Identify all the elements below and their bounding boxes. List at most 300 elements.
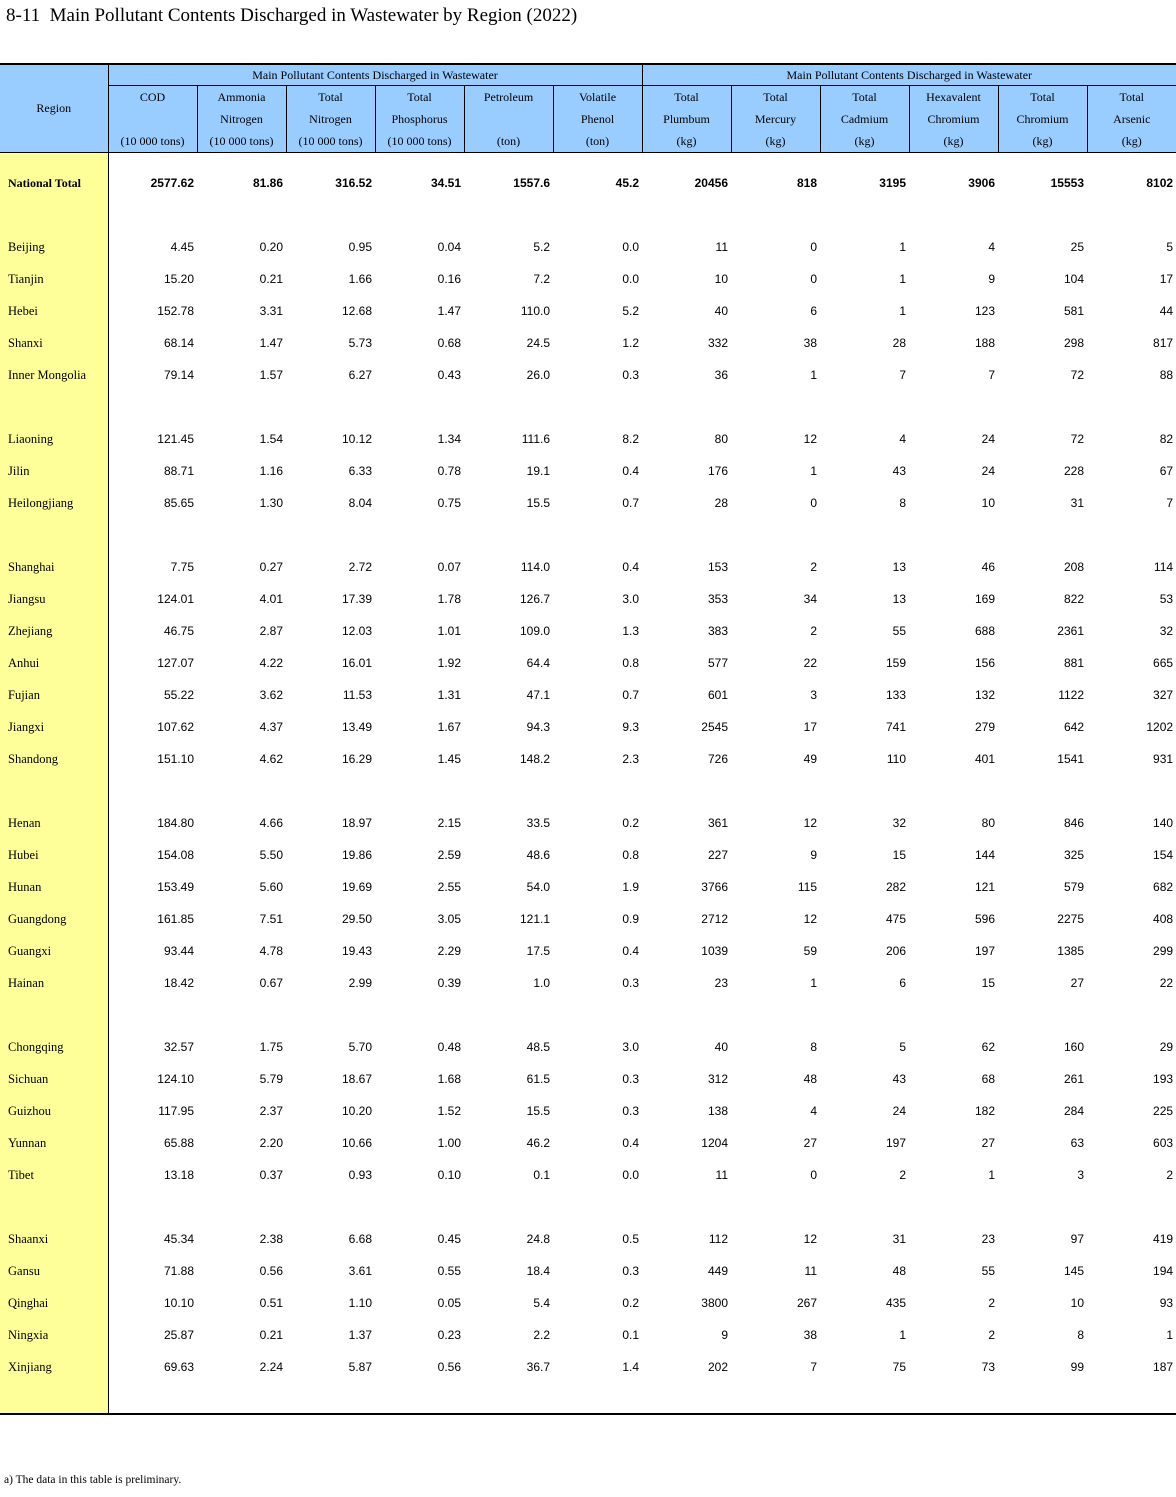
region-cell: Shanghai	[0, 551, 108, 583]
value-cell: 8.2	[622, 432, 639, 446]
value-cell: 5.87	[348, 1360, 372, 1374]
value-cell: 22	[803, 656, 817, 670]
value-cell: 4.37	[259, 720, 283, 734]
value-cell: 45.2	[615, 176, 639, 190]
value-cell: 29.50	[341, 912, 372, 926]
value-cell: 3.05	[437, 912, 461, 926]
value-cell: 114.0	[520, 560, 550, 574]
spacer-row	[0, 1383, 1176, 1414]
value-cell: 55	[981, 1264, 995, 1278]
value-cell: 73	[981, 1360, 995, 1374]
table-row	[0, 231, 1176, 263]
value-cell: 43	[892, 464, 906, 478]
value-cell: 2.3	[622, 752, 639, 766]
region-cell: Hunan	[0, 871, 108, 903]
value-cell: 16.29	[341, 752, 372, 766]
value-cell: 1.31	[437, 688, 461, 702]
value-cell: 9	[988, 272, 995, 286]
value-cell: 80	[981, 816, 995, 830]
value-cell: 32	[1159, 624, 1174, 638]
group-header-right: Main Pollutant Contents Discharged in Wastewater	[642, 64, 1176, 86]
value-cell: 154	[1153, 848, 1174, 862]
value-cell: 0.56	[259, 1264, 283, 1278]
value-cell: 12.68	[341, 304, 372, 318]
value-cell: 63	[1070, 1136, 1084, 1150]
value-cell: 0.45	[437, 1232, 461, 1246]
value-cell: 0.1	[622, 1328, 639, 1342]
value-cell: 846	[1063, 816, 1084, 830]
column-label: Nitrogen	[309, 112, 352, 126]
table-row	[0, 295, 1176, 327]
value-cell: 1.75	[259, 1040, 283, 1054]
region-cell: Hebei	[0, 295, 108, 327]
table-row	[0, 903, 1176, 935]
column-unit: (10 000 tons)	[298, 134, 363, 148]
value-cell: 1	[988, 1168, 995, 1182]
value-cell: 449	[707, 1264, 728, 1278]
value-cell: 2275	[1057, 912, 1084, 926]
value-cell: 71.88	[163, 1264, 194, 1278]
region-cell: Beijing	[0, 231, 108, 263]
value-cell: 0.78	[437, 464, 461, 478]
value-cell: 284	[1063, 1104, 1084, 1118]
value-cell: 18.4	[526, 1264, 550, 1278]
region-cell	[0, 1191, 108, 1223]
column-unit: (10 000 tons)	[387, 134, 452, 148]
region-cell: Gansu	[0, 1255, 108, 1287]
value-cell: 419	[1153, 1232, 1174, 1246]
value-cell: 13	[892, 592, 906, 606]
value-cell: 0.21	[259, 272, 283, 286]
value-cell: 182	[974, 1104, 995, 1118]
column-label: Volatile	[578, 90, 617, 104]
value-cell: 227	[707, 848, 728, 862]
value-cell: 0.04	[437, 240, 461, 254]
value-cell: 123	[974, 304, 995, 318]
value-cell: 9	[721, 1328, 728, 1342]
value-cell: 2.37	[259, 1104, 283, 1118]
value-cell: 148.2	[519, 752, 550, 766]
spacer-cell	[108, 153, 1176, 168]
value-cell: 5	[899, 1040, 906, 1054]
spacer-cell	[108, 999, 1176, 1031]
region-cell: Heilongjiang	[0, 487, 108, 519]
value-cell: 55	[892, 624, 906, 638]
value-cell: 1.67	[437, 720, 461, 734]
value-cell: 1.4	[622, 1360, 639, 1374]
value-cell: 110.0	[520, 304, 550, 318]
value-cell: 19.69	[341, 880, 372, 894]
table-row	[0, 1095, 1176, 1127]
value-cell: 361	[707, 816, 728, 830]
table-row	[0, 263, 1176, 295]
value-cell: 1.30	[259, 496, 283, 510]
value-cell: 0.20	[259, 240, 283, 254]
value-cell: 1.68	[437, 1072, 461, 1086]
table-row	[0, 615, 1176, 647]
value-cell: 28	[892, 336, 906, 350]
region-cell: Ningxia	[0, 1319, 108, 1351]
table-row	[0, 647, 1176, 679]
value-cell: 17.39	[341, 592, 372, 606]
value-cell: 327	[1153, 688, 1174, 702]
region-cell	[0, 153, 108, 168]
value-cell: 55.22	[163, 688, 194, 702]
value-cell: 27	[803, 1136, 817, 1150]
value-cell: 665	[1153, 656, 1174, 670]
value-cell: 7.75	[170, 560, 194, 574]
value-cell: 112	[708, 1232, 728, 1246]
value-cell: 151.10	[157, 752, 194, 766]
value-cell: 62	[981, 1040, 995, 1054]
value-cell: 7	[810, 1360, 817, 1374]
value-cell: 3.0	[622, 1040, 639, 1054]
value-cell: 0	[810, 496, 817, 510]
value-cell: 88	[1159, 368, 1174, 382]
table-row	[0, 167, 1176, 199]
value-cell: 1.47	[259, 336, 283, 350]
value-cell: 0.1	[533, 1168, 550, 1182]
value-cell: 49	[803, 752, 817, 766]
value-cell: 44	[1159, 304, 1174, 318]
value-cell: 48.5	[526, 1040, 550, 1054]
value-cell: 32.57	[163, 1040, 194, 1054]
column-label: Total	[1030, 90, 1055, 104]
table-row	[0, 551, 1176, 583]
region-cell: National Total	[0, 167, 108, 199]
value-cell: 3195	[879, 176, 906, 190]
value-cell: 0.2	[622, 1296, 639, 1310]
value-cell: 2545	[701, 720, 728, 734]
value-cell: 5.60	[259, 880, 283, 894]
region-cell: Zhejiang	[0, 615, 108, 647]
column-label	[465, 108, 553, 130]
column-unit: (kg)	[854, 134, 875, 148]
value-cell: 1.37	[348, 1328, 372, 1342]
value-cell: 0.7	[622, 496, 639, 510]
value-cell: 0.55	[437, 1264, 461, 1278]
column-header	[642, 86, 731, 153]
value-cell: 2.87	[259, 624, 283, 638]
value-cell: 0.3	[622, 368, 639, 382]
value-cell: 475	[885, 912, 906, 926]
value-cell: 11	[715, 1168, 728, 1182]
column-label: Total	[1119, 90, 1145, 104]
value-cell: 3.61	[348, 1264, 372, 1278]
value-cell: 64.4	[526, 656, 550, 670]
region-cell: Xinjiang	[0, 1351, 108, 1383]
value-cell: 1385	[1057, 944, 1084, 958]
value-cell: 16.01	[341, 656, 372, 670]
value-cell: 225	[1153, 1104, 1174, 1118]
value-cell: 4.45	[170, 240, 194, 254]
value-cell: 124.10	[157, 1072, 194, 1086]
table-row	[0, 1159, 1176, 1191]
value-cell: 46	[981, 560, 995, 574]
value-cell: 2577.62	[150, 176, 194, 190]
value-cell: 72	[1070, 368, 1084, 382]
value-cell: 188	[974, 336, 995, 350]
value-cell: 15.5	[526, 1104, 550, 1118]
value-cell: 184.80	[157, 816, 194, 830]
value-cell: 1.34	[437, 432, 461, 446]
value-cell: 1202	[1146, 720, 1174, 734]
spacer-cell	[108, 1191, 1176, 1223]
column-header	[553, 86, 642, 153]
value-cell: 1.45	[437, 752, 461, 766]
value-cell: 3766	[701, 880, 728, 894]
value-cell: 154.08	[157, 848, 194, 862]
table-row	[0, 1287, 1176, 1319]
value-cell: 0.16	[437, 272, 461, 286]
column-label: Ammonia	[217, 90, 266, 104]
column-unit: (10 000 tons)	[120, 134, 185, 148]
value-cell: 577	[707, 656, 728, 670]
value-cell: 153.49	[157, 880, 194, 894]
value-cell: 6	[899, 976, 906, 990]
region-cell	[0, 199, 108, 231]
value-cell: 6.33	[348, 464, 372, 478]
value-cell: 383	[707, 624, 728, 638]
value-cell: 5.2	[533, 240, 550, 254]
value-cell: 682	[1153, 880, 1174, 894]
value-cell: 2361	[1057, 624, 1084, 638]
table-row	[0, 935, 1176, 967]
value-cell: 9.3	[622, 720, 639, 734]
value-cell: 2	[988, 1328, 995, 1342]
value-cell: 111.6	[521, 432, 550, 446]
region-column-header: Region	[0, 64, 108, 153]
value-cell: 0.2	[622, 816, 639, 830]
region-cell: Chongqing	[0, 1031, 108, 1063]
value-cell: 741	[885, 720, 906, 734]
value-cell: 408	[1153, 912, 1174, 926]
value-cell: 32	[892, 816, 906, 830]
value-cell: 88.71	[163, 464, 194, 478]
spacer-cell	[108, 199, 1176, 231]
table-row	[0, 1063, 1176, 1095]
spacer-cell	[108, 775, 1176, 807]
value-cell: 18.97	[341, 816, 372, 830]
value-cell: 0.7	[622, 688, 639, 702]
value-cell: 1.3	[622, 624, 639, 638]
value-cell: 15.20	[163, 272, 194, 286]
value-cell: 45.34	[163, 1232, 194, 1246]
table-row	[0, 487, 1176, 519]
value-cell: 3.0	[622, 592, 639, 606]
column-label	[109, 108, 197, 130]
table-row	[0, 967, 1176, 999]
value-cell: 2.20	[259, 1136, 283, 1150]
value-cell: 818	[796, 176, 817, 190]
value-cell: 267	[796, 1296, 817, 1310]
value-cell: 121.1	[519, 912, 550, 926]
region-cell: Anhui	[0, 647, 108, 679]
region-cell	[0, 775, 108, 807]
region-cell: Jilin	[0, 455, 108, 487]
column-unit: (10 000 tons)	[209, 134, 274, 148]
value-cell: 47.1	[526, 688, 550, 702]
value-cell: 261	[1063, 1072, 1084, 1086]
column-header	[731, 86, 820, 153]
value-cell: 3.62	[259, 688, 283, 702]
value-cell: 99	[1070, 1360, 1084, 1374]
value-cell: 40	[714, 1040, 728, 1054]
region-cell: Qinghai	[0, 1287, 108, 1319]
column-label: Chromium	[1016, 112, 1069, 126]
value-cell: 10.12	[341, 432, 372, 446]
value-cell: 13.49	[341, 720, 372, 734]
value-cell: 0.4	[622, 1136, 639, 1150]
value-cell: 7.51	[259, 912, 283, 926]
value-cell: 17	[803, 720, 817, 734]
pollutant-table	[0, 63, 1176, 1415]
region-cell: Yunnan	[0, 1127, 108, 1159]
value-cell: 11	[804, 1264, 817, 1278]
value-cell: 0.48	[437, 1040, 461, 1054]
value-cell: 8	[1077, 1328, 1084, 1342]
value-cell: 817	[1153, 336, 1174, 350]
table-row	[0, 327, 1176, 359]
spacer-row	[0, 519, 1176, 551]
value-cell: 2712	[701, 912, 728, 926]
value-cell: 325	[1063, 848, 1084, 862]
value-cell: 29	[1159, 1040, 1174, 1054]
table-row	[0, 1223, 1176, 1255]
value-cell: 279	[974, 720, 995, 734]
value-cell: 0.3	[622, 1104, 639, 1118]
value-cell: 68.14	[163, 336, 194, 350]
value-cell: 4	[899, 432, 906, 446]
region-cell: Guizhou	[0, 1095, 108, 1127]
value-cell: 59	[803, 944, 817, 958]
value-cell: 726	[707, 752, 728, 766]
value-cell: 153	[707, 560, 728, 574]
value-cell: 46.2	[526, 1136, 550, 1150]
value-cell: 1	[899, 240, 906, 254]
value-cell: 36	[714, 368, 728, 382]
region-cell	[0, 519, 108, 551]
value-cell: 10.66	[341, 1136, 372, 1150]
value-cell: 0.8	[622, 848, 639, 862]
table-row	[0, 871, 1176, 903]
value-cell: 0.9	[622, 912, 639, 926]
value-cell: 0.93	[348, 1168, 372, 1182]
value-cell: 80	[714, 432, 728, 446]
column-header	[1087, 86, 1176, 153]
value-cell: 642	[1063, 720, 1084, 734]
table-row	[0, 839, 1176, 871]
value-cell: 1.54	[259, 432, 283, 446]
value-cell: 36.7	[526, 1360, 550, 1374]
region-cell: Guangdong	[0, 903, 108, 935]
value-cell: 8102	[1146, 176, 1174, 190]
column-header	[820, 86, 909, 153]
table-row	[0, 455, 1176, 487]
column-header	[197, 86, 286, 153]
value-cell: 282	[885, 880, 906, 894]
value-cell: 6.27	[348, 368, 372, 382]
value-cell: 881	[1063, 656, 1084, 670]
value-cell: 5.4	[533, 1296, 550, 1310]
value-cell: 822	[1063, 592, 1084, 606]
value-cell: 24	[981, 432, 995, 446]
value-cell: 61.5	[526, 1072, 550, 1086]
column-label: Arsenic	[1113, 112, 1151, 126]
region-cell: Fujian	[0, 679, 108, 711]
spacer-cell	[108, 519, 1176, 551]
value-cell: 67	[1159, 464, 1174, 478]
value-cell: 117.95	[158, 1104, 194, 1118]
value-cell: 2.59	[437, 848, 461, 862]
value-cell: 601	[707, 688, 728, 702]
value-cell: 2	[810, 624, 817, 638]
value-cell: 48	[892, 1264, 906, 1278]
value-cell: 401	[974, 752, 995, 766]
value-cell: 97	[1070, 1232, 1084, 1246]
spacer-cell	[108, 1383, 1176, 1414]
column-unit: (ton)	[496, 134, 521, 148]
table-row	[0, 1031, 1176, 1063]
value-cell: 25	[1070, 240, 1084, 254]
value-cell: 0.27	[259, 560, 283, 574]
value-cell: 4.66	[259, 816, 283, 830]
value-cell: 1	[810, 464, 817, 478]
value-cell: 2.38	[259, 1232, 283, 1246]
value-cell: 79.14	[163, 368, 194, 382]
value-cell: 4.01	[259, 592, 283, 606]
column-unit: (kg)	[1121, 134, 1142, 148]
value-cell: 1204	[701, 1136, 728, 1150]
value-cell: 3800	[701, 1296, 728, 1310]
value-cell: 5.70	[348, 1040, 372, 1054]
value-cell: 114	[1153, 560, 1174, 574]
column-unit: (kg)	[943, 134, 964, 148]
value-cell: 1.9	[622, 880, 639, 894]
value-cell: 6	[810, 304, 817, 318]
value-cell: 7	[899, 368, 906, 382]
value-cell: 353	[707, 592, 728, 606]
value-cell: 2	[810, 560, 817, 574]
value-cell: 5.50	[259, 848, 283, 862]
value-cell: 206	[885, 944, 906, 958]
value-cell: 1.01	[437, 624, 461, 638]
spacer-row	[0, 775, 1176, 807]
value-cell: 18.67	[341, 1072, 372, 1086]
value-cell: 48.6	[526, 848, 550, 862]
value-cell: 15553	[1050, 176, 1084, 190]
value-cell: 2	[988, 1296, 995, 1310]
table-row	[0, 1351, 1176, 1383]
value-cell: 1122	[1058, 688, 1084, 702]
value-cell: 22	[1159, 976, 1174, 990]
region-cell: Shaanxi	[0, 1223, 108, 1255]
value-cell: 1.2	[622, 336, 639, 350]
value-cell: 1	[899, 272, 906, 286]
value-cell: 1.66	[348, 272, 372, 286]
value-cell: 12	[803, 1232, 817, 1246]
column-label: Total	[852, 90, 877, 104]
value-cell: 121.45	[157, 432, 194, 446]
value-cell: 69.63	[163, 1360, 194, 1374]
value-cell: 1.0	[533, 976, 550, 990]
value-cell: 8	[899, 496, 906, 510]
value-cell: 0.43	[437, 368, 461, 382]
value-cell: 132	[974, 688, 995, 702]
value-cell: 26.0	[526, 368, 550, 382]
region-cell: Hubei	[0, 839, 108, 871]
value-cell: 0	[810, 1168, 817, 1182]
